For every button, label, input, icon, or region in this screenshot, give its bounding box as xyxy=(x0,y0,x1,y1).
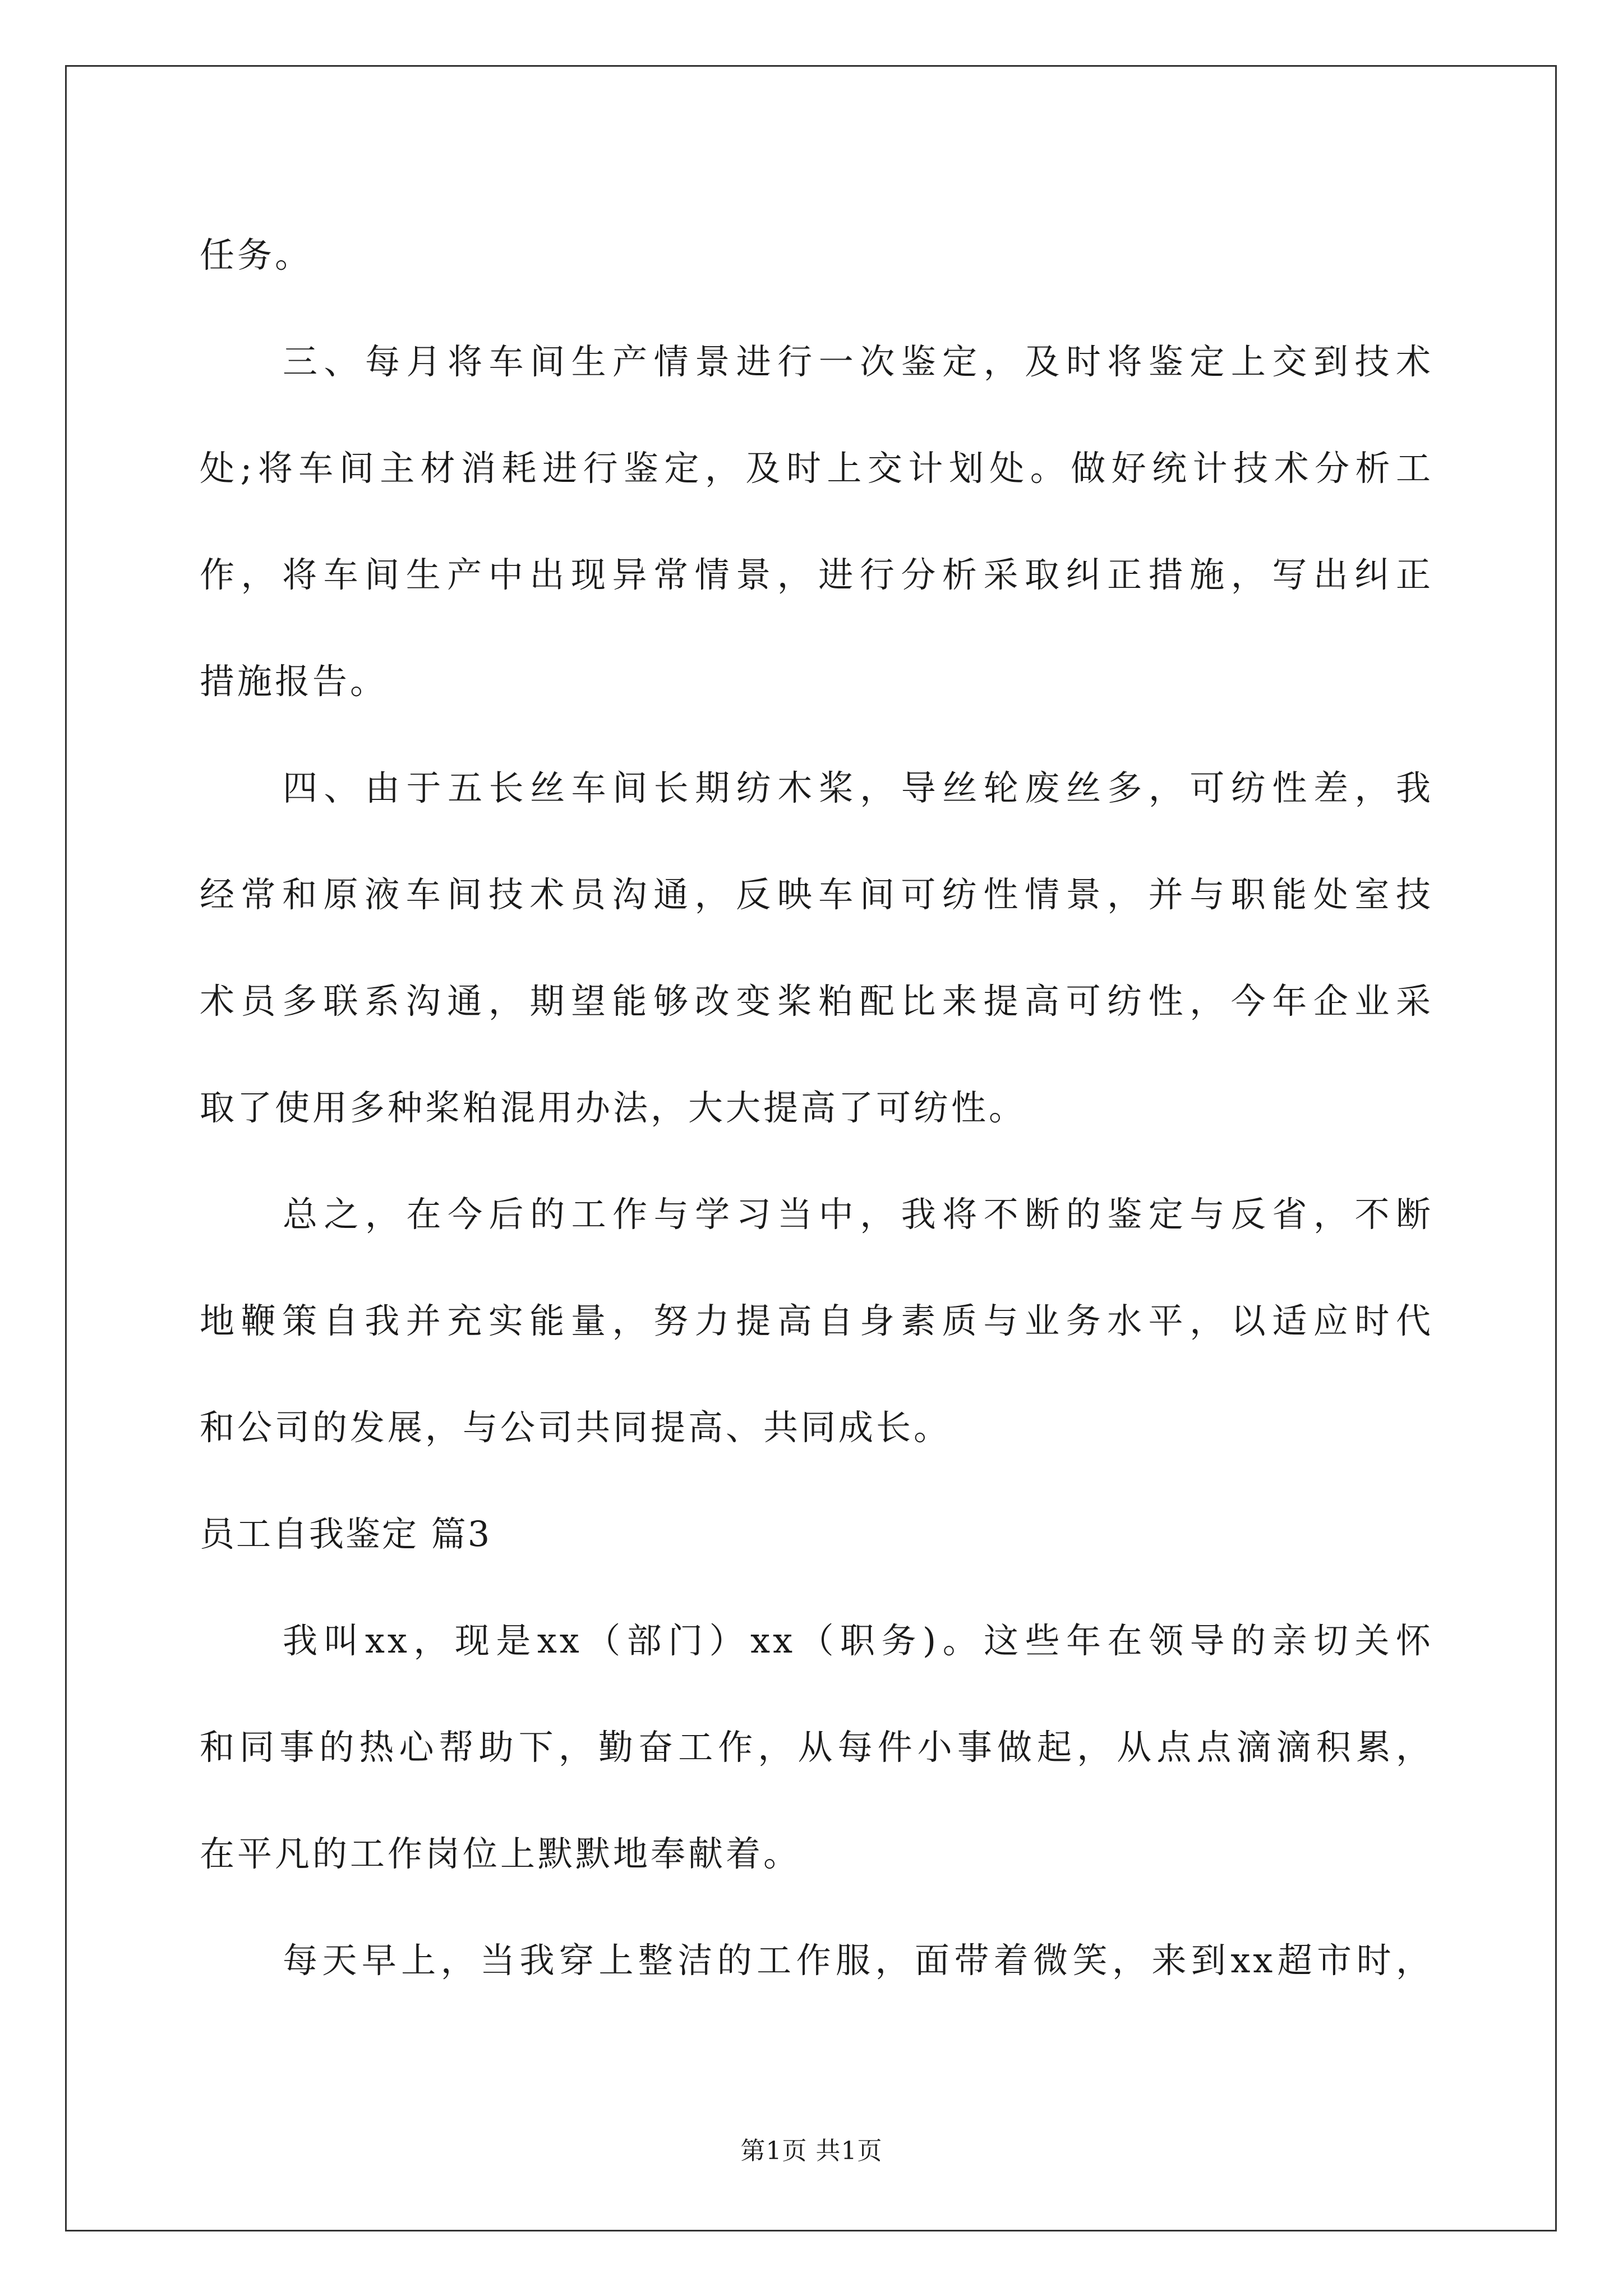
text-line: 和公司的发展，与公司共同提高、共同成长。 xyxy=(200,1407,952,1448)
text-line: 措施报告。 xyxy=(200,661,388,702)
text-line: 地鞭策自我并充实能量，努力提高自身素质与业务水平，以适应时代 xyxy=(200,1300,1433,1341)
text-line: 四、由于五长丝车间长期纺木桨，导丝轮废丝多，可纺性差，我 xyxy=(283,767,1433,808)
text-line: 在平凡的工作岗位上默默地奉献着。 xyxy=(200,1833,801,1874)
text-line: 总之，在今后的工作与学习当中，我将不断的鉴定与反省，不断 xyxy=(283,1194,1433,1235)
text-line: 我叫xx，现是xx（部门）xx（职务)。这些年在领导的亲切关怀 xyxy=(283,1620,1433,1661)
text-line: 经常和原液车间技术员沟通，反映车间可纺性情景，并与职能处室技 xyxy=(200,874,1433,915)
page-number: 第1页 共1页 xyxy=(740,2137,883,2165)
section-heading: 员工自我鉴定 篇3 xyxy=(200,1513,492,1554)
text-line: 作，将车间生产中出现异常情景，进行分析采取纠正措施，写出纠正 xyxy=(200,554,1433,595)
text-line: 处;将车间主材消耗进行鉴定，及时上交计划处。做好统计技术分析工 xyxy=(200,448,1433,489)
text-line: 取了使用多种桨粕混用办法，大大提高了可纺性。 xyxy=(200,1087,1027,1128)
text-line: 三、每月将车间生产情景进行一次鉴定，及时将鉴定上交到技术 xyxy=(283,341,1433,382)
text-line: 和同事的热心帮助下，勤奋工作，从每件小事做起，从点点滴滴积累， xyxy=(200,1727,1433,1768)
document-body xyxy=(200,202,1433,2014)
text-line: 任务。 xyxy=(200,234,313,275)
text-line: 每天早上，当我穿上整洁的工作服，面带着微笑，来到xx超市时， xyxy=(283,1940,1433,1981)
text-line: 术员多联系沟通，期望能够改变桨粕配比来提高可纺性，今年企业采 xyxy=(200,981,1433,1022)
